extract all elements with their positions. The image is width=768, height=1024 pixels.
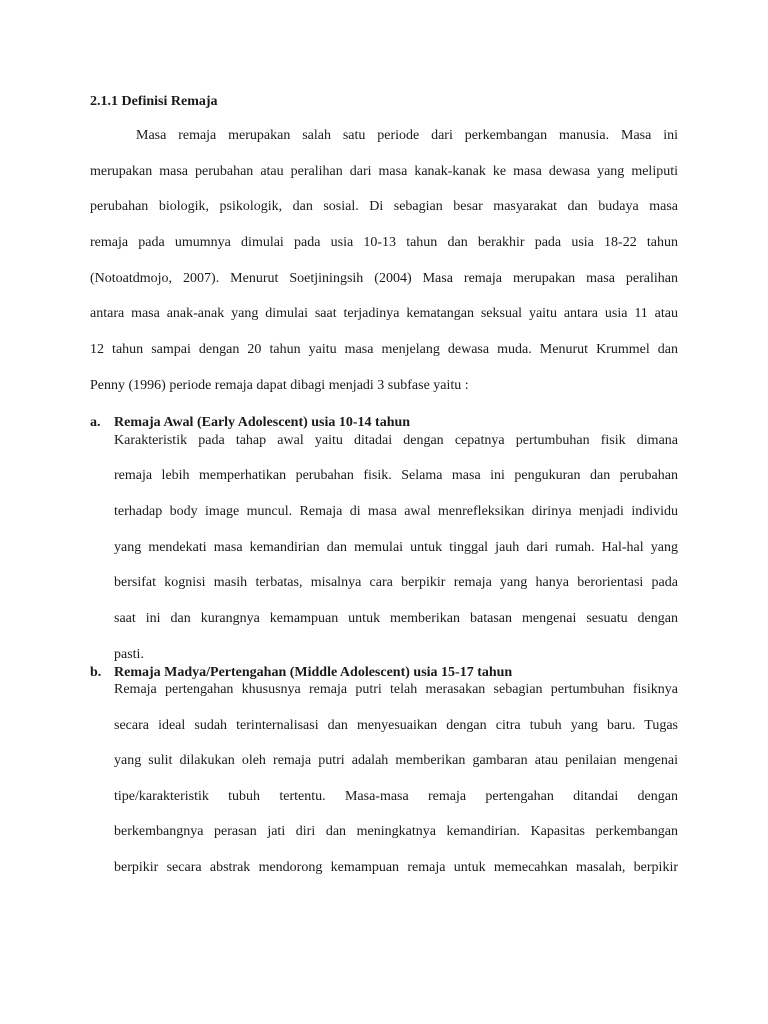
paragraph-line: Penny (1996) periode remaja dapat dibagi menjadi 3 subfase yaitu : xyxy=(90,378,469,393)
list-marker: b. xyxy=(90,665,102,680)
paragraph-line: tipe/karakteristik tubuh tertentu. Masa-masa remaja pertengahan ditandai dengan xyxy=(114,789,678,804)
paragraph-line: (Notoatdmojo, 2007). Menurut Soetjiningsih (2004) Masa remaja merupakan masa peralihan xyxy=(90,271,678,286)
paragraph-line: berkembangnya perasan jati diri dan meningkatnya kemandirian. Kapasitas perkembangan xyxy=(114,824,678,839)
paragraph-line: saat ini dan kurangnya kemampuan untuk memberikan batasan mengenai sesuatu dengan xyxy=(114,611,678,626)
paragraph-line: yang sulit dilakukan oleh remaja putri adalah memberikan gambaran atau penilaian mengenai xyxy=(114,753,678,768)
paragraph-line: Remaja pertengahan khususnya remaja putri telah merasakan sebagian pertumbuhan fisiknya xyxy=(114,682,678,697)
paragraph-line: secara ideal sudah terinternalisasi dan menyesuaikan dengan citra tubuh yang baru. Tugas xyxy=(114,718,678,733)
paragraph-line: bersifat kognisi masih terbatas, misalnya cara berpikir remaja yang hanya berorientasi pada xyxy=(114,575,678,590)
paragraph-line: remaja lebih memperhatikan perubahan fisik. Selama masa ini pengukuran dan perubahan xyxy=(114,468,678,483)
paragraph-line: remaja pada umumnya dimulai pada usia 10-13 tahun dan berakhir pada usia 18-22 tahun xyxy=(90,235,678,250)
paragraph-line: berpikir secara abstrak mendorong kemampuan remaja untuk memecahkan masalah, berpikir xyxy=(114,860,678,875)
list-marker: a. xyxy=(90,415,101,430)
list-item-title: Remaja Awal (Early Adolescent) usia 10-14 tahun xyxy=(114,415,411,430)
paragraph-line: Karakteristik pada tahap awal yaitu ditadai dengan cepatnya pertumbuhan fisik dimana xyxy=(114,433,678,448)
paragraph-line: perubahan biologik, psikologik, dan sosial. Di sebagian besar masyarakat dan budaya masa xyxy=(90,199,678,214)
paragraph-line: Masa remaja merupakan salah satu periode dari perkembangan manusia. Masa ini xyxy=(136,128,678,143)
paragraph-line: antara masa anak-anak yang dimulai saat terjadinya kematangan seksual yaitu antara usia 11 atau xyxy=(90,306,678,321)
list-item-title: Remaja Madya/Pertengahan (Middle Adolescent) usia 15-17 tahun xyxy=(114,665,513,680)
paragraph-line: merupakan masa perubahan atau peralihan dari masa kanak-kanak ke masa dewasa yang meliputi xyxy=(90,164,678,179)
paragraph-line: pasti. xyxy=(114,647,144,662)
paragraph-line: yang mendekati masa kemandirian dan memulai untuk tinggal jauh dari rumah. Hal-hal yang xyxy=(114,540,678,555)
paragraph-line: 12 tahun sampai dengan 20 tahun yaitu masa menjelang dewasa muda. Menurut Krummel dan xyxy=(90,342,678,357)
section-heading: 2.1.1 Definisi Remaja xyxy=(90,94,218,109)
paragraph-line: terhadap body image muncul. Remaja di masa awal menrefleksikan dirinya menjadi individu xyxy=(114,504,678,519)
